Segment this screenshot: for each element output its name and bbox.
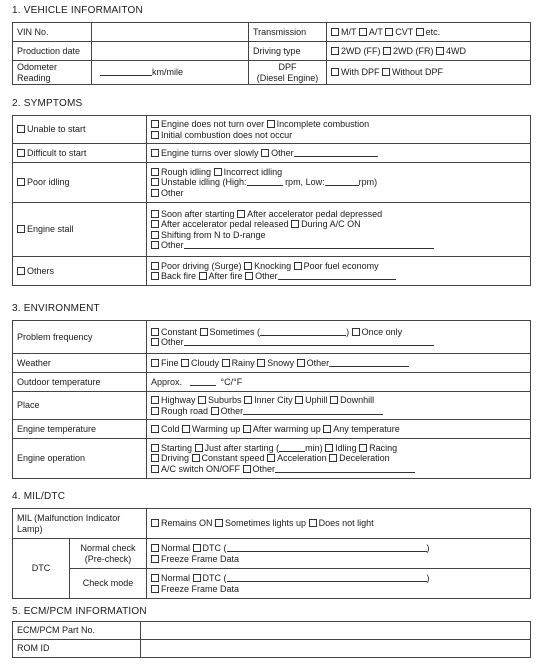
problem-frequency-options: Constant Sometimes ( ) Once only Other: [147, 321, 531, 354]
others-other-checkbox[interactable]: [245, 272, 253, 280]
back-fire-checkbox[interactable]: [151, 272, 159, 280]
place-options: Highway Suburbs Inner City Uphill Downhill Rough road Other: [147, 392, 531, 420]
high-rpm-blank[interactable]: [247, 178, 283, 186]
ecm-pcm-table: [12, 621, 531, 658]
with-dpf-checkbox[interactable]: [331, 68, 339, 76]
checkmode-normal-checkbox[interactable]: [151, 574, 159, 582]
check-mode-options: Normal DTC ( ) Freeze Frame Data: [147, 569, 531, 599]
vehicle-information-table: [12, 22, 531, 85]
vin-field[interactable]: [92, 23, 249, 42]
odometer-blank[interactable]: [100, 68, 152, 76]
place-other-blank[interactable]: [243, 407, 383, 415]
poor-idling-row: Poor idling: [13, 163, 147, 203]
engine-stall-options: Soon after starting After accelerator pedal depressed After accelerator pedal released During A/C ON Shifting from N to D-range Other: [147, 203, 531, 257]
weather-other-checkbox[interactable]: [297, 359, 305, 367]
low-rpm-blank[interactable]: [325, 178, 359, 186]
section-title-environment: 3. ENVIRONMENT: [12, 303, 100, 314]
rough-road-checkbox[interactable]: [151, 407, 159, 415]
precheck-freeze-frame-checkbox[interactable]: [151, 555, 159, 563]
difficult-other-blank[interactable]: [294, 149, 378, 157]
incorrect-idling-checkbox[interactable]: [214, 168, 222, 176]
symptoms-table: [12, 115, 531, 286]
odometer-label: Odometer Reading: [13, 61, 92, 85]
ac-switch-checkbox[interactable]: [151, 465, 159, 473]
driving-checkbox[interactable]: [151, 454, 159, 462]
soon-after-starting-checkbox[interactable]: [151, 210, 159, 218]
frequency-other-blank[interactable]: [184, 338, 434, 346]
sometimes-lights-up-checkbox[interactable]: [215, 519, 223, 527]
mil-dtc-table: [12, 508, 531, 599]
cvt-checkbox[interactable]: [385, 28, 393, 36]
precheck-normal-checkbox[interactable]: [151, 544, 159, 552]
just-after-starting-checkbox[interactable]: [195, 444, 203, 452]
weather-other-blank[interactable]: [329, 359, 409, 367]
difficult-other-checkbox[interactable]: [261, 149, 269, 157]
uphill-checkbox[interactable]: [295, 396, 303, 404]
after-warming-up-checkbox[interactable]: [243, 425, 251, 433]
checkmode-dtc-blank[interactable]: [227, 574, 427, 582]
dpf-options: With DPF Without DPF: [327, 61, 531, 85]
deceleration-checkbox[interactable]: [329, 454, 337, 462]
weather-options: Fine Cloudy Rainy Snowy Other: [147, 354, 531, 373]
poor-fuel-economy-checkbox[interactable]: [294, 262, 302, 270]
frequency-other-checkbox[interactable]: [151, 338, 159, 346]
does-not-light-checkbox[interactable]: [309, 519, 317, 527]
constant-checkbox[interactable]: [151, 328, 159, 336]
idling-other-checkbox[interactable]: [151, 189, 159, 197]
racing-checkbox[interactable]: [359, 444, 367, 452]
production-date-field[interactable]: [92, 42, 249, 61]
section-title-mil-dtc: 4. MIL/DTC: [12, 491, 66, 502]
poor-idling-checkbox[interactable]: [17, 178, 25, 186]
problem-frequency-label: Problem frequency: [13, 321, 147, 354]
others-other-blank[interactable]: [278, 272, 396, 280]
operation-other-blank[interactable]: [275, 465, 415, 473]
rom-id-field[interactable]: [141, 640, 531, 658]
place-other-checkbox[interactable]: [211, 407, 219, 415]
4wd-checkbox[interactable]: [436, 47, 444, 55]
after-fire-checkbox[interactable]: [199, 272, 207, 280]
operation-other-checkbox[interactable]: [243, 465, 251, 473]
warming-up-checkbox[interactable]: [182, 425, 190, 433]
at-checkbox[interactable]: [359, 28, 367, 36]
starting-checkbox[interactable]: [151, 444, 159, 452]
driving-type-label: Driving type: [249, 42, 327, 61]
no-turn-over-checkbox[interactable]: [151, 120, 159, 128]
engine-stall-row: Engine stall: [13, 203, 147, 257]
engine-temperature-options: Cold Warming up After warming up Any temperature: [147, 420, 531, 439]
once-only-checkbox[interactable]: [352, 328, 360, 336]
inner-city-checkbox[interactable]: [244, 396, 252, 404]
snowy-checkbox[interactable]: [257, 359, 265, 367]
check-mode-label: Check mode: [70, 569, 147, 599]
minutes-blank[interactable]: [279, 444, 305, 452]
pedal-depressed-checkbox[interactable]: [237, 210, 245, 218]
no-initial-combustion-checkbox[interactable]: [151, 131, 159, 139]
shifting-n-to-d-checkbox[interactable]: [151, 231, 159, 239]
others-options: Poor driving (Surge) Knocking Poor fuel economy Back fire After fire Other: [147, 257, 531, 286]
stall-other-blank[interactable]: [184, 241, 434, 249]
unable-to-start-row: Unable to start: [13, 116, 147, 144]
acceleration-checkbox[interactable]: [267, 454, 275, 462]
without-dpf-checkbox[interactable]: [382, 68, 390, 76]
vin-label: VIN No.: [13, 23, 92, 42]
difficult-to-start-options: Engine turns over slowly Other: [147, 144, 531, 163]
mil-options: Remains ON Sometimes lights up Does not light: [147, 509, 531, 539]
dpf-label: DPF (Diesel Engine): [249, 61, 327, 85]
remains-on-checkbox[interactable]: [151, 519, 159, 527]
downhill-checkbox[interactable]: [330, 396, 338, 404]
incomplete-combustion-checkbox[interactable]: [267, 120, 275, 128]
others-checkbox[interactable]: [17, 267, 25, 275]
section-title-ecm-pcm-information: 5. ECM/PCM INFORMATION: [12, 606, 147, 617]
sometimes-blank[interactable]: [260, 328, 346, 336]
highway-checkbox[interactable]: [151, 396, 159, 404]
suburbs-checkbox[interactable]: [198, 396, 206, 404]
driving-type-options: 2WD (FF) 2WD (FR) 4WD: [327, 42, 531, 61]
others-row: Others: [13, 257, 147, 286]
odometer-field[interactable]: km/mile: [92, 61, 249, 85]
during-ac-on-checkbox[interactable]: [291, 220, 299, 228]
dtc-label: DTC: [13, 539, 70, 599]
fine-checkbox[interactable]: [151, 359, 159, 367]
engine-temperature-label: Engine temperature: [13, 420, 147, 439]
section-title-symptoms: 2. SYMPTOMS: [12, 98, 83, 109]
mil-label: MIL (Malfunction Indicator Lamp): [13, 509, 147, 539]
2wd-fr-checkbox[interactable]: [383, 47, 391, 55]
engine-operation-label: Engine operation: [13, 439, 147, 479]
production-date-label: Production date: [13, 42, 92, 61]
precheck-dtc-checkbox[interactable]: [193, 544, 201, 552]
rough-idling-checkbox[interactable]: [151, 168, 159, 176]
normal-check-options: Normal DTC ( ) Freeze Frame Data: [147, 539, 531, 569]
idling-checkbox[interactable]: [325, 444, 333, 452]
engine-operation-options: Starting Just after starting ( min) Idling Racing Driving Constant speed Acceleration Deceleration A/C switch ON/OFF Other: [147, 439, 531, 479]
outdoor-temperature-label: Outdoor temperature: [13, 373, 147, 392]
pedal-released-checkbox[interactable]: [151, 220, 159, 228]
etc-checkbox[interactable]: [416, 28, 424, 36]
stall-other-checkbox[interactable]: [151, 241, 159, 249]
rom-id-label: ROM ID: [13, 640, 141, 658]
outdoor-temperature-field: Approx. °C/°F: [147, 373, 531, 392]
poor-idling-options: Rough idling Incorrect idling Unstable idling (High: rpm, Low: rpm) Other: [147, 163, 531, 203]
environment-table: [12, 320, 531, 479]
unable-to-start-options: Engine does not turn over Incomplete combustion Initial combustion does not occur: [147, 116, 531, 144]
transmission-options: M/T A/T CVT etc.: [327, 23, 531, 42]
poor-driving-checkbox[interactable]: [151, 262, 159, 270]
precheck-dtc-blank[interactable]: [227, 544, 427, 552]
place-label: Place: [13, 392, 147, 420]
turns-over-slowly-checkbox[interactable]: [151, 149, 159, 157]
engine-stall-checkbox[interactable]: [17, 225, 25, 233]
ecm-pcm-part-no-field[interactable]: [141, 622, 531, 640]
cold-checkbox[interactable]: [151, 425, 159, 433]
transmission-label: Transmission: [249, 23, 327, 42]
difficult-to-start-checkbox[interactable]: [17, 149, 25, 157]
ecm-pcm-part-no-label: ECM/PCM Part No.: [13, 622, 141, 640]
any-temperature-checkbox[interactable]: [323, 425, 331, 433]
mt-checkbox[interactable]: [331, 28, 339, 36]
rainy-checkbox[interactable]: [222, 359, 230, 367]
2wd-ff-checkbox[interactable]: [331, 47, 339, 55]
checkmode-dtc-checkbox[interactable]: [193, 574, 201, 582]
weather-label: Weather: [13, 354, 147, 373]
difficult-to-start-row: Difficult to start: [13, 144, 147, 163]
constant-speed-checkbox[interactable]: [192, 454, 200, 462]
temperature-blank[interactable]: [190, 378, 216, 386]
normal-check-label: Normal check (Pre-check): [70, 539, 147, 569]
unstable-idling-checkbox[interactable]: [151, 178, 159, 186]
knocking-checkbox[interactable]: [244, 262, 252, 270]
sometimes-checkbox[interactable]: [200, 328, 208, 336]
section-title-vehicle-information: 1. VEHICLE INFORMAITON: [12, 5, 143, 16]
cloudy-checkbox[interactable]: [181, 359, 189, 367]
unable-to-start-checkbox[interactable]: [17, 125, 25, 133]
checkmode-freeze-frame-checkbox[interactable]: [151, 585, 159, 593]
